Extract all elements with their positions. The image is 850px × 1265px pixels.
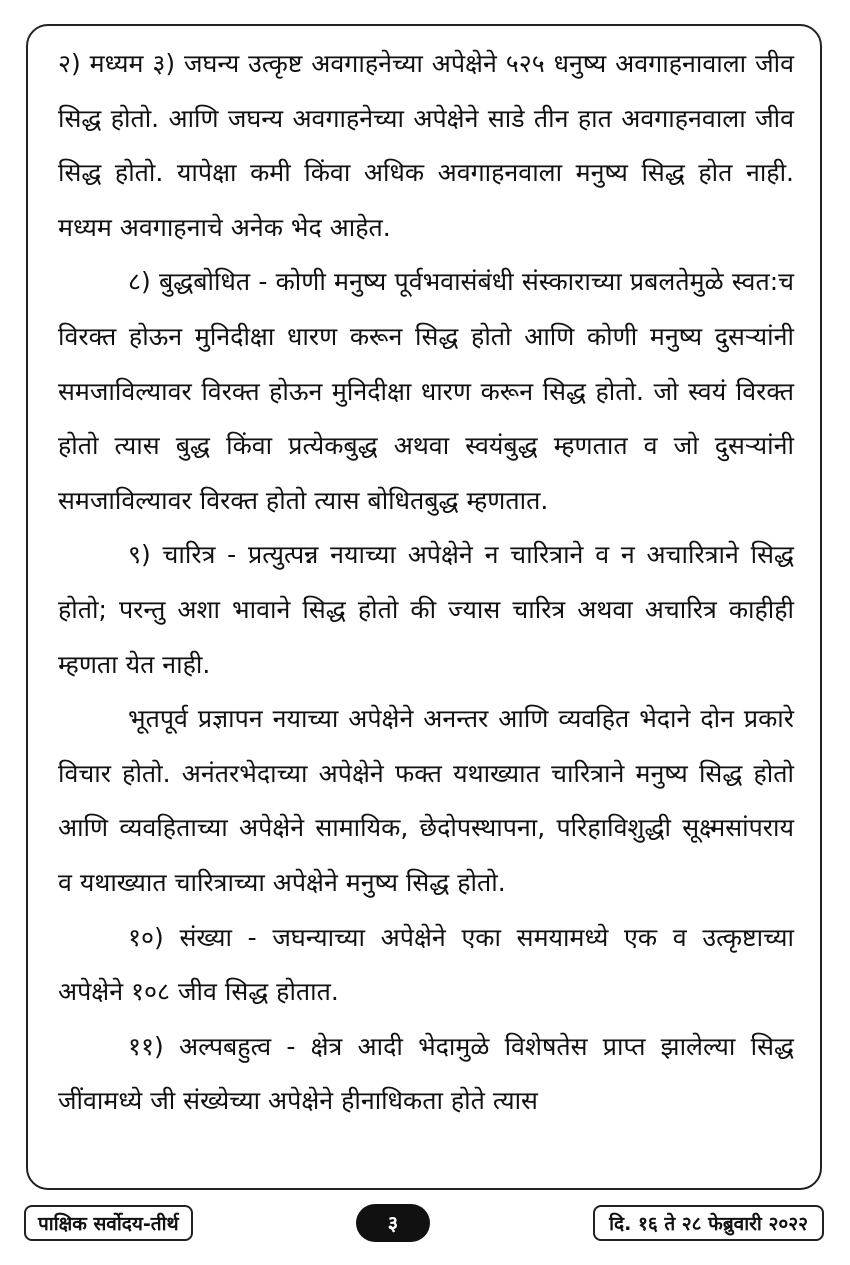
paragraph-3: ९) चारित्र - प्रत्युत्पन्न नयाच्या अपेक्षेने न चारित्राने व न अचारित्राने सिद्ध होतो; परन्तु अशा भावाने सिद्ध होतो की ज्यास चारित्र अथवा अचारित्र काहीही म्हणता येत नाही. (58, 540, 794, 679)
paragraph-1: २) मध्यम ३) जघन्य उत्कृष्ट अवगाहनेच्या अपेक्षेने ५२५ धनुष्य अवगाहनावाला जीव सिद्ध होतो. आणि जघन्य अवगाहनेच्या अपेक्षेने साडे तीन हात अवगाहनवाला जीव सिद्ध होतो. यापेक्षा कमी किंवा अधिक अवगाहनवाला मनुष्य सिद्ध होत नाही. मध्यम अवगाहनाचे अनेक भेद आहेत. (58, 49, 794, 242)
issue-date: दि. १६ ते २८ फेब्रुवारी २०२२ (593, 1205, 824, 1241)
paragraph-6: ११) अल्पबहुत्व - क्षेत्र आदी भेदामुळे विशेषतेस प्राप्त झालेल्या सिद्ध जींवामध्ये जी संख्येच्या अपेक्षेने हीनाधिकता होते त्यास (58, 1031, 794, 1116)
document-body (58, 37, 794, 1129)
page-number: ३ (356, 1204, 430, 1242)
publication-name: पाक्षिक सर्वोदय-तीर्थ (24, 1205, 193, 1241)
paragraph-5: १०) संख्या - जघन्याच्या अपेक्षेने एका समयामध्ये एक व उत्कृष्टाच्या अपेक्षेने १०८ जीव सिद्ध होतात. (58, 922, 794, 1007)
paragraph-2: ८) बुद्धबोधित - कोणी मनुष्य पूर्वभवासंबंधी संस्काराच्या प्रबलतेमुळे स्वत:च विरक्त होऊन मुनिदीक्षा धारण करून सिद्ध होतो आणि कोणी मनुष्य दुसऱ्यांनी समजाविल्यावर विरक्त होऊन मुनिदीक्षा धारण करून सिद्ध होतो. जो स्वयं विरक्त होतो त्यास बुद्ध किंवा प्रत्येकबुद्ध अथवा स्वयंबुद्ध म्हणतात व जो दुसऱ्यांनी समजाविल्यावर विरक्त होतो त्यास बोधितबुद्ध म्हणतात. (58, 267, 794, 515)
paragraph-4: भूतपूर्व प्रज्ञापन नयाच्या अपेक्षेने अनन्तर आणि व्यवहित भेदाने दोन प्रकारे विचार होतो. अनंतरभेदाच्या अपेक्षेने फक्त यथाख्यात चारित्राने मनुष्य सिद्ध होतो आणि व्यवहिताच्या अपेक्षेने सामायिक, छेदोपस्थापना, परिहाविशुद्धी सूक्ष्मसांपराय व यथाख्यात चारित्राच्या अपेक्षेने मनुष्य सिद्ध होतो. (58, 704, 794, 897)
